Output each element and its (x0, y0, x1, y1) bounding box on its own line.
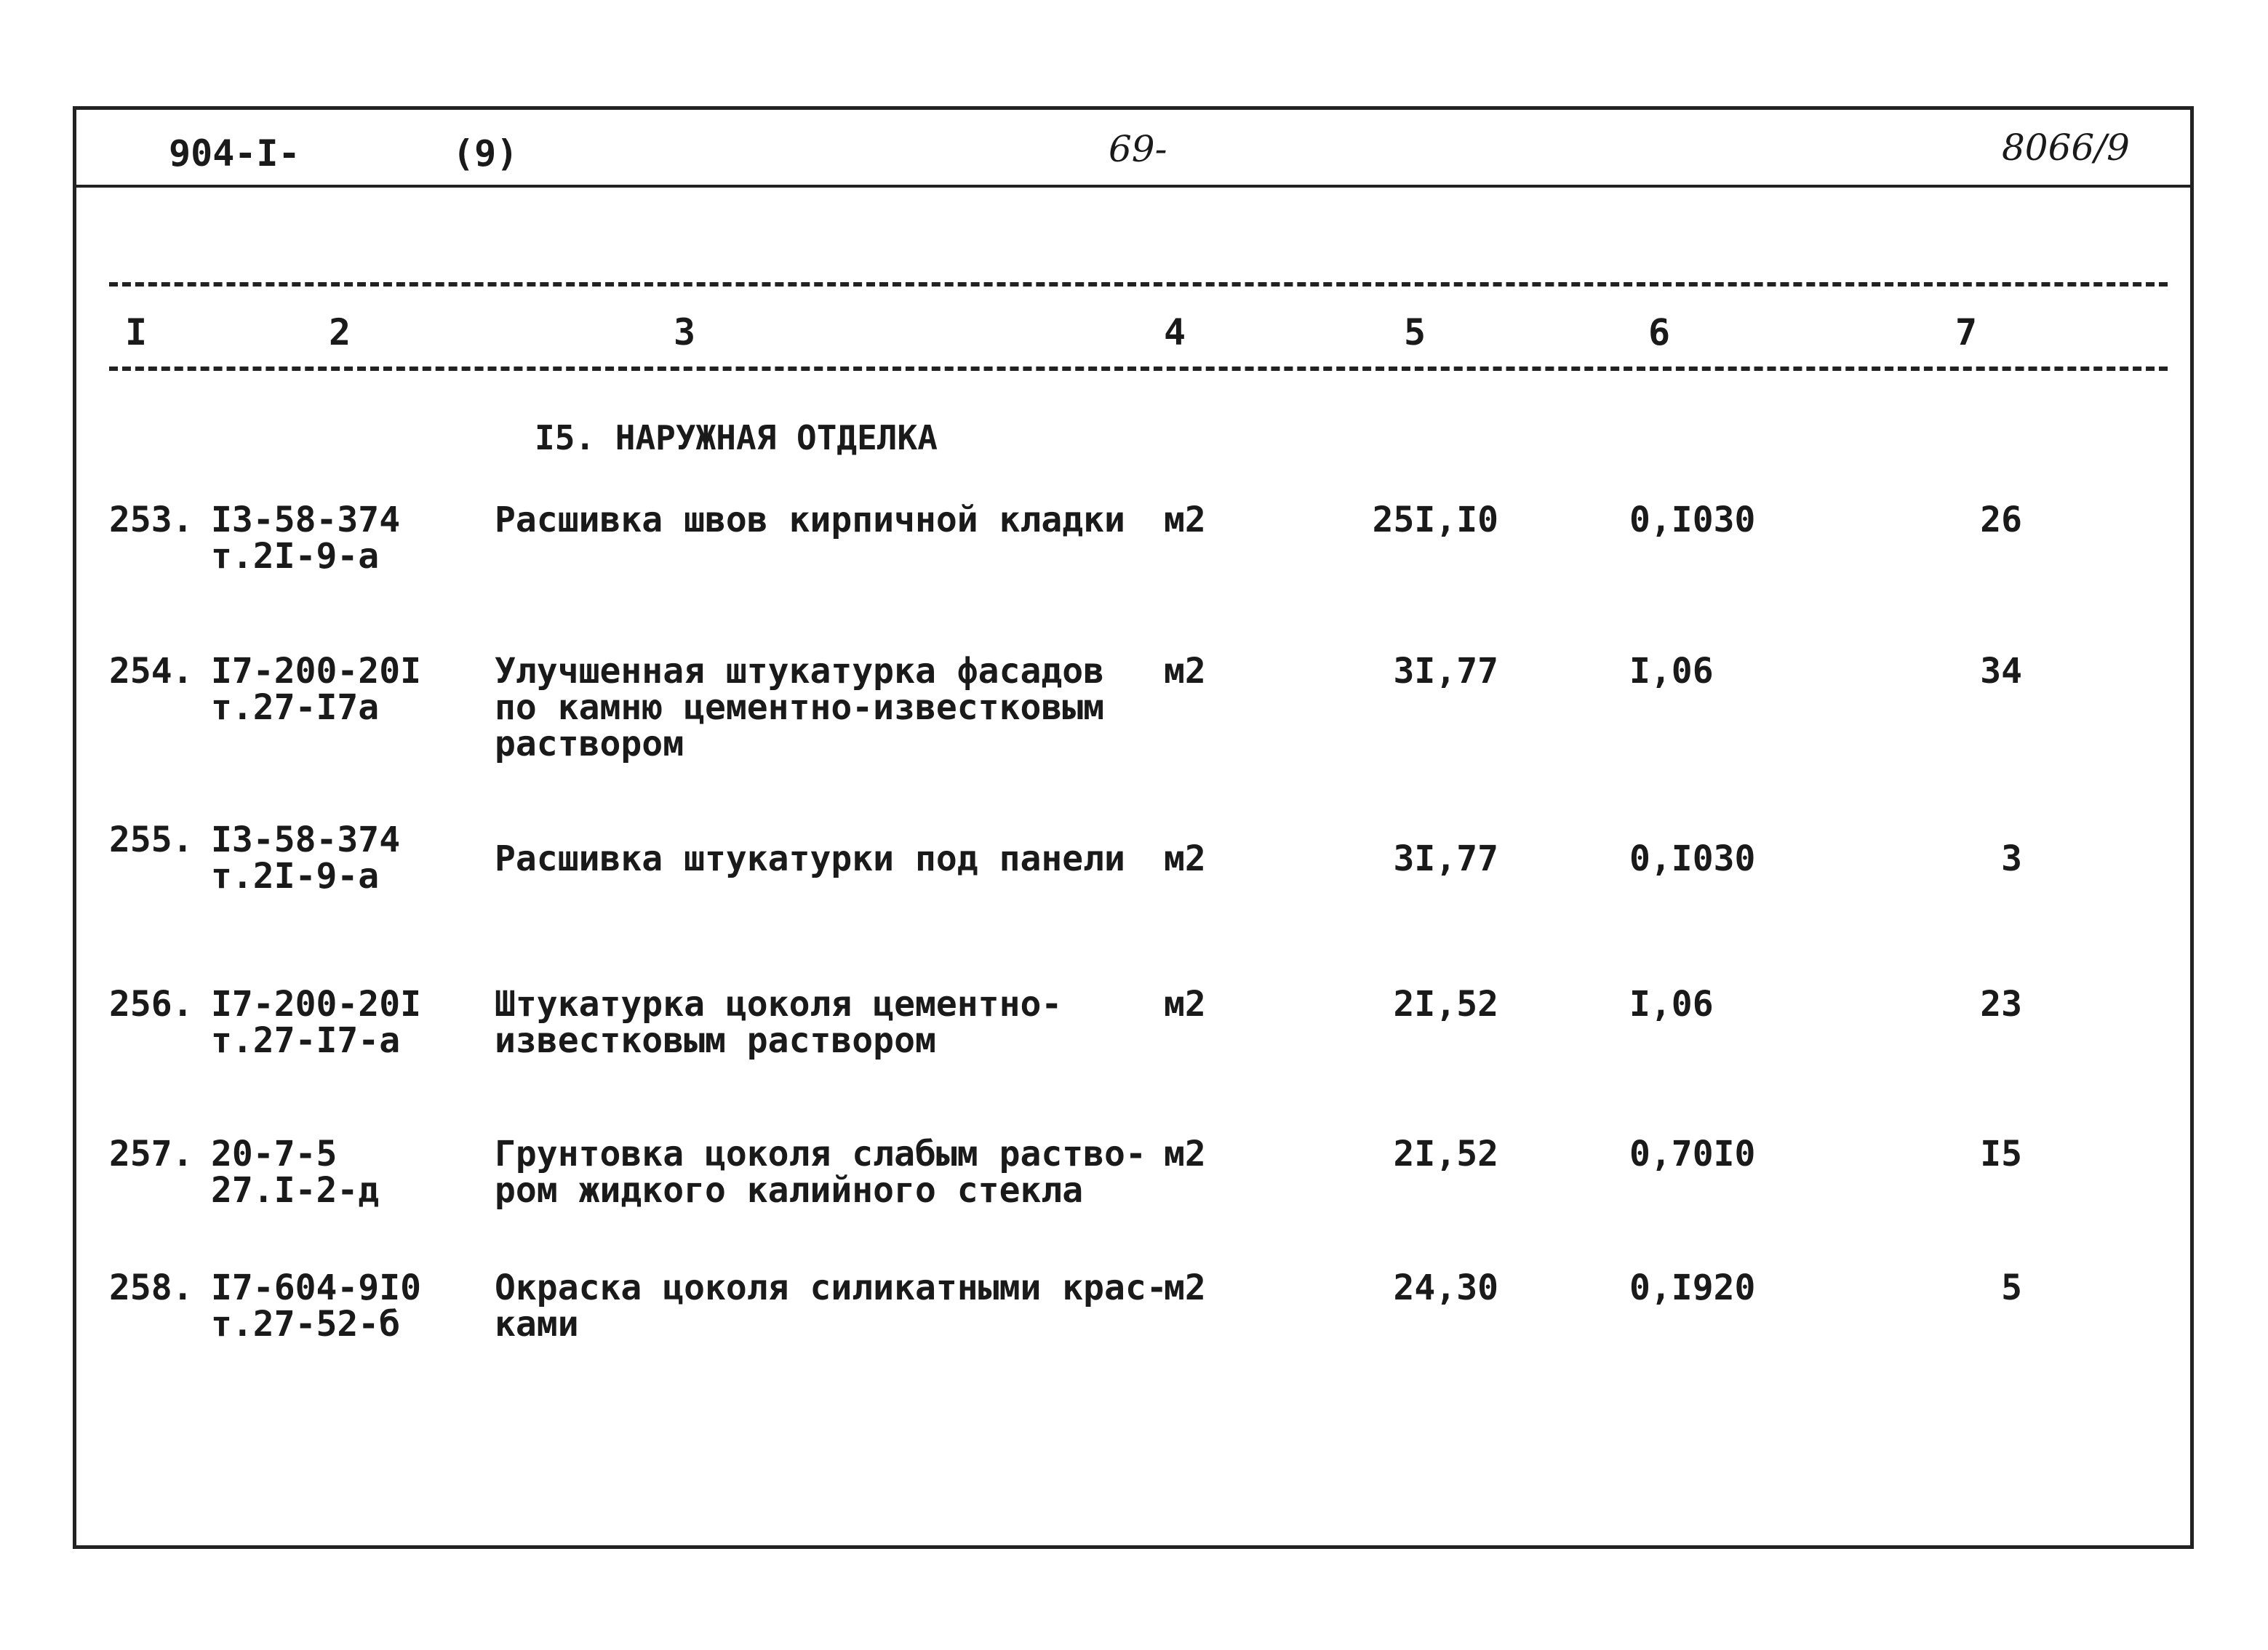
row-number: 254. (109, 651, 193, 692)
column-number: 3 (674, 311, 696, 353)
unit: м2 (1164, 1267, 1206, 1308)
table-row (0, 1136, 2268, 1281)
total: 34 (1980, 651, 2022, 692)
work-description: Улучшенная штукатурка фасадов по камню цементно-известковым раствором (495, 651, 1105, 764)
unit: м2 (1164, 838, 1206, 879)
row-number: 258. (109, 1267, 193, 1308)
quantity: 3I,77 (1393, 838, 1498, 879)
rate-code: I3-58-374 т.2I-9-а (211, 500, 401, 577)
row-number: 255. (109, 820, 193, 860)
norm: 0,I030 (1629, 500, 1756, 540)
series-code: 904-I- (169, 132, 300, 175)
work-description: Расшивка штукатурки под панели (495, 838, 1125, 879)
unit: м2 (1164, 984, 1206, 1025)
work-description: Окраска цоколя силикатными крас- ками (495, 1267, 1167, 1345)
unit: м2 (1164, 500, 1206, 540)
table-row (0, 502, 2268, 647)
total: 23 (1980, 984, 2022, 1025)
page-number: 69- (1109, 128, 1167, 170)
section-title: I5. НАРУЖНАЯ ОТДЕЛКА (535, 418, 938, 457)
row-number: 253. (109, 500, 193, 540)
work-description: Штукатурка цоколя цементно- известковым раствором (495, 984, 1063, 1061)
rate-code: I7-604-9I0 т.27-52-б (211, 1267, 421, 1345)
norm: I,06 (1629, 651, 1714, 692)
column-number: 4 (1164, 311, 1186, 353)
document-number: 8066/9 (2002, 127, 2130, 169)
unit: м2 (1164, 1134, 1206, 1174)
header-top-dashed-rule (109, 282, 2168, 287)
work-description: Расшивка швов кирпичной кладки (495, 500, 1125, 540)
table-row (0, 822, 2268, 967)
unit: м2 (1164, 651, 1206, 692)
issue-number: (9) (452, 132, 519, 175)
total: 26 (1980, 500, 2022, 540)
table-row (0, 653, 2268, 798)
column-number: 5 (1404, 311, 1426, 353)
norm: I,06 (1629, 984, 1714, 1025)
quantity: 24,30 (1393, 1267, 1498, 1308)
rate-code: 20-7-5 27.I-2-д (211, 1134, 380, 1211)
header-bottom-dashed-rule (109, 367, 2168, 371)
row-number: 256. (109, 984, 193, 1025)
column-number: 2 (329, 311, 351, 353)
table-row (0, 986, 2268, 1132)
column-number: 6 (1648, 311, 1671, 353)
column-number: I (125, 311, 148, 353)
norm: 0,I920 (1629, 1267, 1756, 1308)
rate-code: I7-200-20I т.27-I7-а (211, 984, 421, 1061)
total: 5 (2001, 1267, 2022, 1308)
column-number: 7 (1955, 311, 1978, 353)
total: I5 (1980, 1134, 2022, 1174)
rate-code: I3-58-374 т.2I-9-а (211, 820, 401, 897)
rate-code: I7-200-20I т.27-I7а (211, 651, 421, 728)
norm: 0,70I0 (1629, 1134, 1756, 1174)
norm: 0,I030 (1629, 838, 1756, 879)
table-row (0, 1267, 2268, 1415)
quantity: 3I,77 (1393, 651, 1498, 692)
quantity: 2I,52 (1393, 984, 1498, 1025)
quantity: 2I,52 (1393, 1134, 1498, 1174)
header-rule (73, 185, 2194, 188)
quantity: 25I,I0 (1372, 500, 1498, 540)
total: 3 (2001, 838, 2022, 879)
work-description: Грунтовка цоколя слабым раство- ром жидкого калийного стекла (495, 1134, 1146, 1211)
row-number: 257. (109, 1134, 193, 1174)
